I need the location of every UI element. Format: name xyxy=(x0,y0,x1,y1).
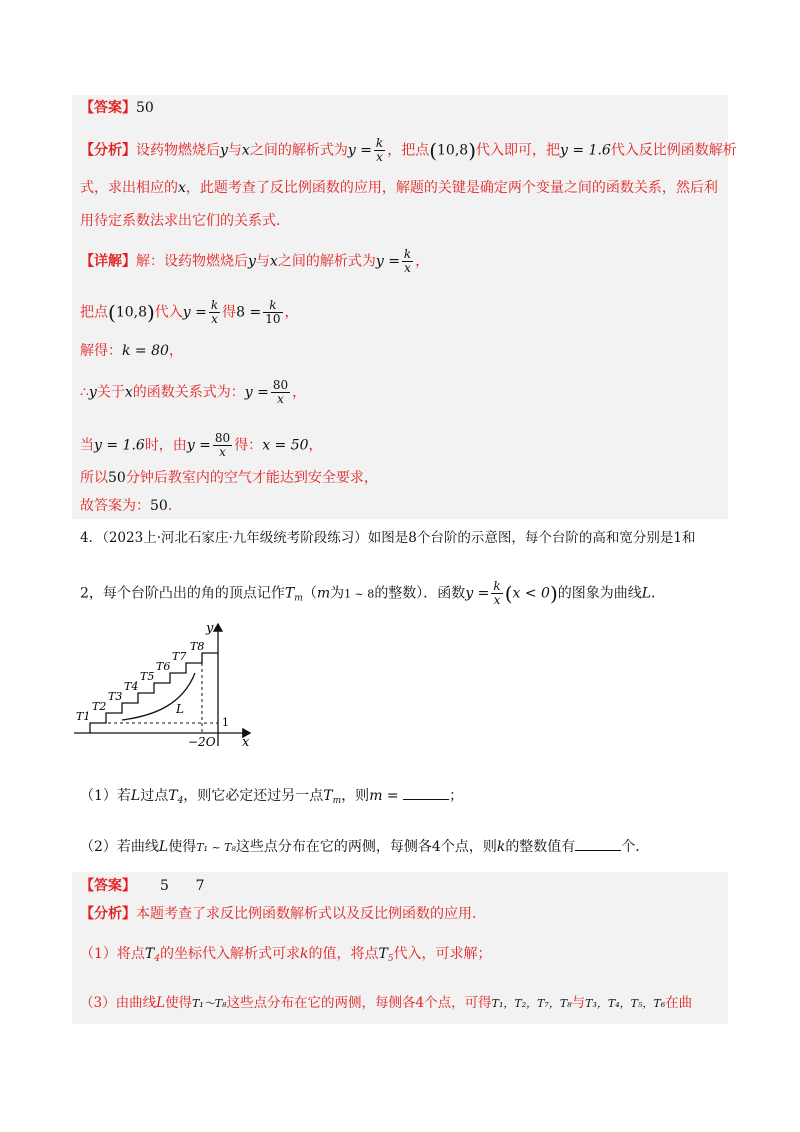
T4-label: T4 xyxy=(124,680,139,693)
analysis-line-1: 【分析】设药物燃烧后y与x之间的解析式为y = $\frac{k}{x}$ ，把点(10,8)代入即可，把y = 1.6代入反比例函数解析 xyxy=(80,136,737,164)
L-label: L xyxy=(176,702,184,716)
analysis-line-2: 式，求出相应的x，此题考查了反比例函数的应用，解题的关键是确定两个变量之间的函数关系，然后利 xyxy=(80,180,718,196)
analysis2-line: 【分析】本题考查了求反比例函数解析式以及反比例函数的应用． xyxy=(80,906,486,922)
detail-line-3: 解得：k = 80， xyxy=(80,343,183,359)
T8-label: T8 xyxy=(190,640,205,653)
origin-label: −2O xyxy=(188,735,216,748)
answer-value: 50 xyxy=(136,100,154,116)
T1-label: T1 xyxy=(76,710,91,723)
detail-line-7: 故答案为：50． xyxy=(80,498,182,514)
answer2-values: 5 7 xyxy=(160,878,205,894)
x-label: x xyxy=(242,735,250,748)
T2-label: T2 xyxy=(92,700,107,713)
T5-label: T5 xyxy=(140,670,155,683)
answer-line: 【答案】50 xyxy=(80,100,154,116)
answer2-line: 【答案】 5 7 xyxy=(80,878,205,894)
question-part-2: （2）若曲线L使得T₁ ~ T₈这些点分布在它的两侧，每侧各4个点，则k的整数值有 个． xyxy=(80,836,649,858)
fraction-k-over-x: $\frac{k}{x}$ xyxy=(375,136,384,164)
question-line-2: 2，每个台阶凸出的角的顶点记作$T_m(m$为1 ~ 8的整数）．函数y = $\frac{k}{x}$ (x < 0)的图象为曲线L． xyxy=(80,579,666,607)
analysis2-part-3: （3）由曲线L使得T₁～T₈这些点分布在它的两侧，每侧各4个点，可得T₁，T₂，T₇，T₈与T₃，T₄，T₅，T₆在曲 xyxy=(80,995,693,1011)
detail-line-4: ∴y关于x的函数关系式为：y = $\frac{80}{x}$ ， xyxy=(80,378,307,406)
detail-line-5: 当y = 1.6时，由y = $\frac{80}{x}$ 得：x = 50， xyxy=(80,431,323,459)
analysis-line-3: 用待定系数法求出它们的关系式． xyxy=(80,213,290,229)
blank-answer-2[interactable] xyxy=(575,836,621,851)
T7-label: T7 xyxy=(172,650,187,663)
question-part-1: （1）若L过点$T_4$，则它必定还过另一点$T_m$，则m = ； xyxy=(80,785,463,811)
T3-label: T3 xyxy=(108,690,123,703)
blank-answer-1[interactable] xyxy=(403,785,449,800)
staircase-figure xyxy=(72,618,262,748)
detail-line-2: 把点(10,8)代入y = $\frac{k}{x}$ 得8 = $\frac{k}{10}$ ， xyxy=(80,298,299,326)
detail-line-1: 【详解】解：设药物燃烧后y与x之间的解析式为y = $\frac{k}{x}$ ， xyxy=(80,247,430,275)
y-label: y xyxy=(206,621,214,636)
analysis2-part-1: （1）将点$T_4$的坐标代入解析式可求k的值，将点$T_5$代入，可求解； xyxy=(80,946,492,964)
T6-label: T6 xyxy=(156,660,171,673)
one-label: 1 xyxy=(222,716,229,729)
question-line-1: 4．（2023上·河北石家庄·九年级统考阶段练习）如图是8个台阶的示意图，每个台阶的高和宽分别是1和 xyxy=(80,530,696,546)
detail-line-6: 所以50分钟后教室内的空气才能达到安全要求， xyxy=(80,470,378,486)
